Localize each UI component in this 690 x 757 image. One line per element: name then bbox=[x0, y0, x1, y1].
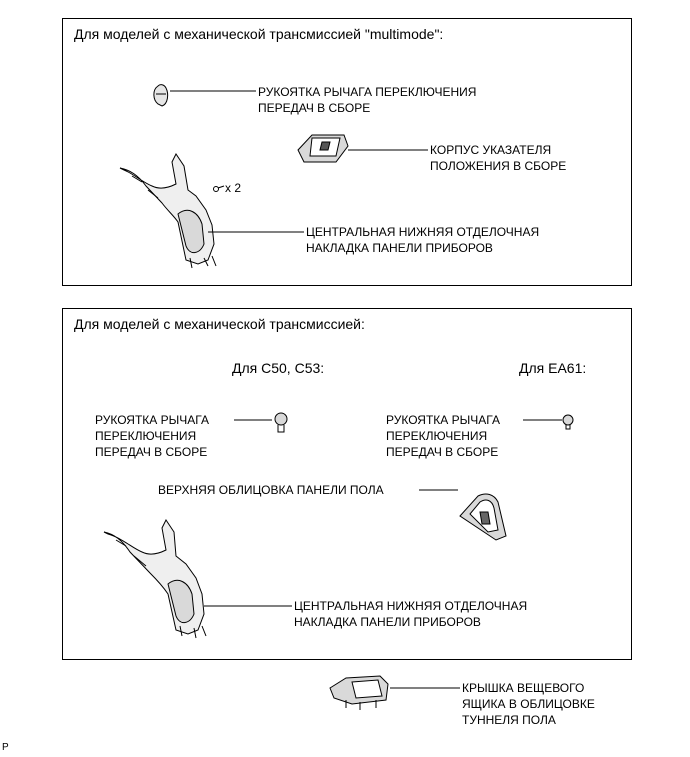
variant-c50-c53-heading: Для C50, C53: bbox=[232, 360, 325, 376]
label-center-lower-panel-2: ЦЕНТРАЛЬНАЯ НИЖНЯЯ ОТДЕЛОЧНАЯ НАКЛАДКА ПАНЕЛИ ПРИБОРОВ bbox=[294, 599, 528, 629]
shift-knob-multimode-illustration bbox=[154, 85, 168, 106]
screw-illustration bbox=[214, 186, 225, 192]
upper-console-trim-illustration bbox=[460, 494, 506, 540]
shift-knob-ea61-illustration bbox=[563, 415, 573, 429]
section1-header: Для моделей с механической трансмиссией "multimode": bbox=[74, 26, 444, 42]
label-console-box-lid: КРЫШКА ВЕЩЕВОГО ЯЩИКА В ОБЛИЦОВКЕ ТУННЕЛЯ ПОЛА bbox=[462, 681, 595, 727]
center-lower-panel-illustration-2 bbox=[104, 520, 206, 638]
label-screw-quantity: x 2 bbox=[225, 181, 242, 195]
console-box-lid-illustration bbox=[330, 676, 388, 710]
label-position-indicator-housing: КОРПУС УКАЗАТЕЛЯ ПОЛОЖЕНИЯ В СБОРЕ bbox=[430, 143, 567, 173]
label-shift-knob-ea61: РУКОЯТКА РЫЧАГА ПЕРЕКЛЮЧЕНИЯ ПЕРЕДАЧ В СБОРЕ bbox=[386, 413, 500, 459]
label-upper-console-trim: ВЕРХНЯЯ ОБЛИЦОВКА ПАНЕЛИ ПОЛА bbox=[158, 483, 384, 497]
section2-header: Для моделей с механической трансмиссией: bbox=[74, 316, 365, 332]
corner-mark: P bbox=[2, 742, 9, 753]
shift-knob-c50-illustration bbox=[275, 413, 287, 432]
variant-ea61-heading: Для EA61: bbox=[519, 360, 587, 376]
label-shift-knob-c50: РУКОЯТКА РЫЧАГА ПЕРЕКЛЮЧЕНИЯ ПЕРЕДАЧ В СБОРЕ bbox=[95, 413, 209, 459]
label-center-lower-panel-1: ЦЕНТРАЛЬНАЯ НИЖНЯЯ ОТДЕЛОЧНАЯ НАКЛАДКА ПАНЕЛИ ПРИБОРОВ bbox=[306, 225, 540, 255]
center-lower-panel-illustration-1 bbox=[120, 154, 216, 268]
label-shift-knob-multimode: РУКОЯТКА РЫЧАГА ПЕРЕКЛЮЧЕНИЯ ПЕРЕДАЧ В СБОРЕ bbox=[258, 85, 477, 115]
position-indicator-housing-illustration bbox=[298, 135, 348, 162]
